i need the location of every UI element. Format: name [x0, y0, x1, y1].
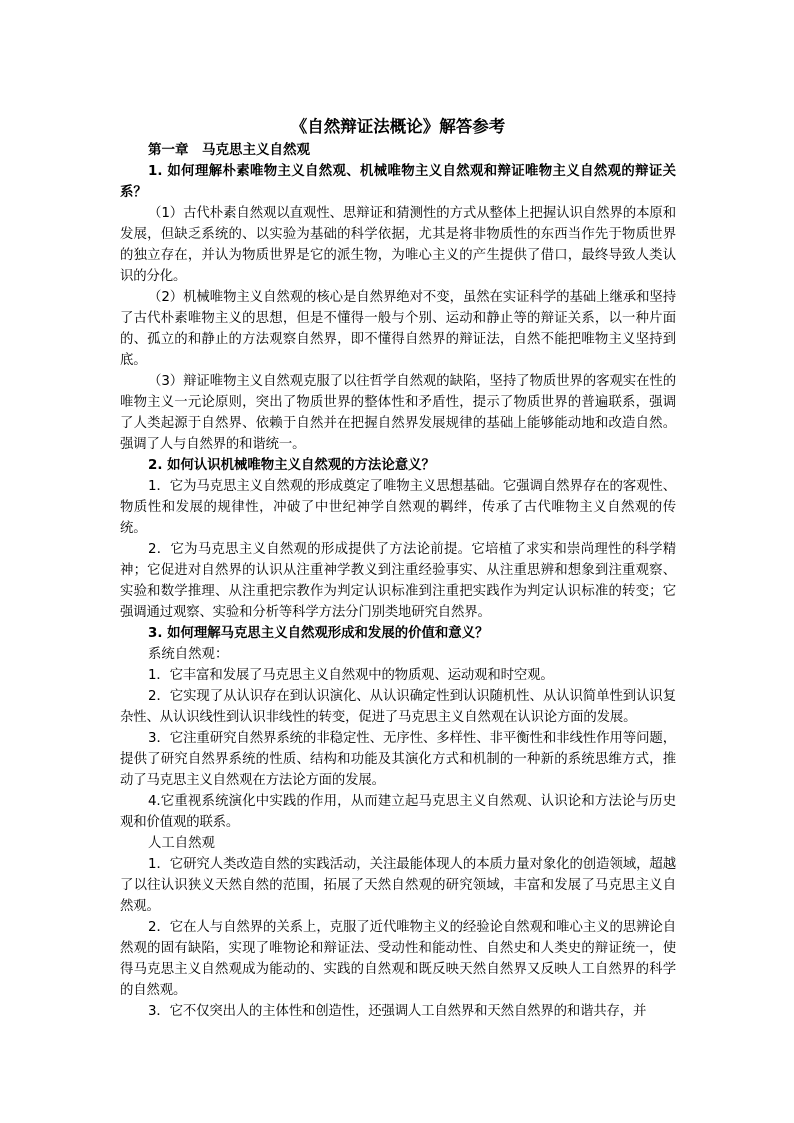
- question-1: 1. 如何理解朴素唯物主义自然观、机械唯物主义自然观和辩证唯物主义自然观的辩证关系？: [120, 164, 676, 200]
- answer-paragraph: 1．它丰富和发展了马克思主义自然观中的物质观、运动观和时空观。: [148, 668, 554, 683]
- document-title: 《自然辩证法概论》解答参考: [290, 117, 506, 136]
- answer-paragraph: 2．它在人与自然界的关系上，克服了近代唯物主义的经验论自然观和唯心主义的思辨论自然观的固有缺陷，实现了唯物论和辩证法、受动性和能动性、自然史和人类史的辩证统一，使得马克思主义自然观成为能动的、实践的自然观和既反映天然自然界又反映人工自然界的科学的自然观。: [120, 920, 676, 998]
- chapter-heading: 第一章 马克思主义自然观: [148, 142, 310, 158]
- question-3: 3. 如何理解马克思主义自然观形成和发展的价值和意义？: [148, 626, 489, 641]
- subheading-system-view: 系统自然观：: [148, 647, 229, 662]
- answer-paragraph: 4.它重视系统演化中实践的作用，从而建立起马克思主义自然观、认识论和方法论与历史观和价值观的联系。: [120, 794, 676, 830]
- answer-paragraph: 2．它为马克思主义自然观的形成提供了方法论前提。它培植了求实和崇尚理性的科学精神；它促进对自然界的认识从注重神学教义到注重经验事实、从注重思辨和想象到注重观察、实验和数学推理、从注重把宗教作为判定认识标准到注重把实践作为判定认识标准的转变；它强调通过观察、实验和分析等科学方法分门别类地研究自然界。: [120, 542, 676, 620]
- answer-paragraph: 1．它研究人类改造自然的实践活动，关注最能体现人的本质力量对象化的创造领域，超越了以往认识狭义天然自然的范围，拓展了天然自然观的研究领域，丰富和发展了马克思主义自然观。: [120, 857, 676, 914]
- answer-paragraph: 3．它不仅突出人的主体性和创造性，还强调人工自然界和天然自然界的和谐共存，并: [148, 1004, 647, 1019]
- answer-paragraph: 1．它为马克思主义自然观的形成奠定了唯物主义思想基础。它强调自然界存在的客观性、物质性和发展的规律性，冲破了中世纪神学自然观的羁绊，传承了古代唯物主义自然观的传统。: [120, 479, 676, 536]
- answer-paragraph: （1）古代朴素自然观以直观性、思辩证和猜测性的方式从整体上把握认识自然界的本原和发展，但缺乏系统的、以实验为基础的科学依据，尤其是将非物质性的东西当作先于物质世界的独立存在，并认为物质世界是它的派生物，为唯心主义的产生提供了借口，最终导致人类认识的分化。: [120, 206, 676, 284]
- answer-paragraph: 2．它实现了从认识存在到认识演化、从认识确定性到认识随机性、从认识简单性到认识复杂性、从认识线性到认识非线性的转变，促进了马克思主义自然观在认识论方面的发展。: [120, 689, 676, 725]
- subheading-artificial-view: 人工自然观: [148, 836, 215, 851]
- document-body: [120, 116, 676, 1022]
- question-2: 2. 如何认识机械唯物主义自然观的方法论意义？: [148, 458, 435, 473]
- answer-paragraph: 3．它注重研究自然界系统的非稳定性、无序性、多样性、非平衡性和非线性作用等问题，提供了研究自然界系统的性质、结构和功能及其演化方式和机制的一种新的系统思维方式，推动了马克思主义自然观在方法论方面的发展。: [120, 731, 676, 788]
- answer-paragraph: （3）辩证唯物主义自然观克服了以往哲学自然观的缺陷，坚持了物质世界的客观实在性的唯物主义一元论原则，突出了物质世界的整体性和矛盾性，提示了物质世界的普遍联系，强调了人类起源于自然界、依赖于自然并在把握自然界发展规律的基础上能够能动地和改造自然。强调了人与自然界的和谐统一。: [120, 374, 676, 452]
- answer-paragraph: （2）机械唯物主义自然观的核心是自然界绝对不变，虽然在实证科学的基础上继承和坚持了古代朴素唯物主义的思想，但是不懂得一般与个别、运动和静止等的辩证关系，以一种片面的、孤立的和静止的方法观察自然界，即不懂得自然界的辩证法，自然不能把唯物主义坚持到底。: [120, 290, 676, 368]
